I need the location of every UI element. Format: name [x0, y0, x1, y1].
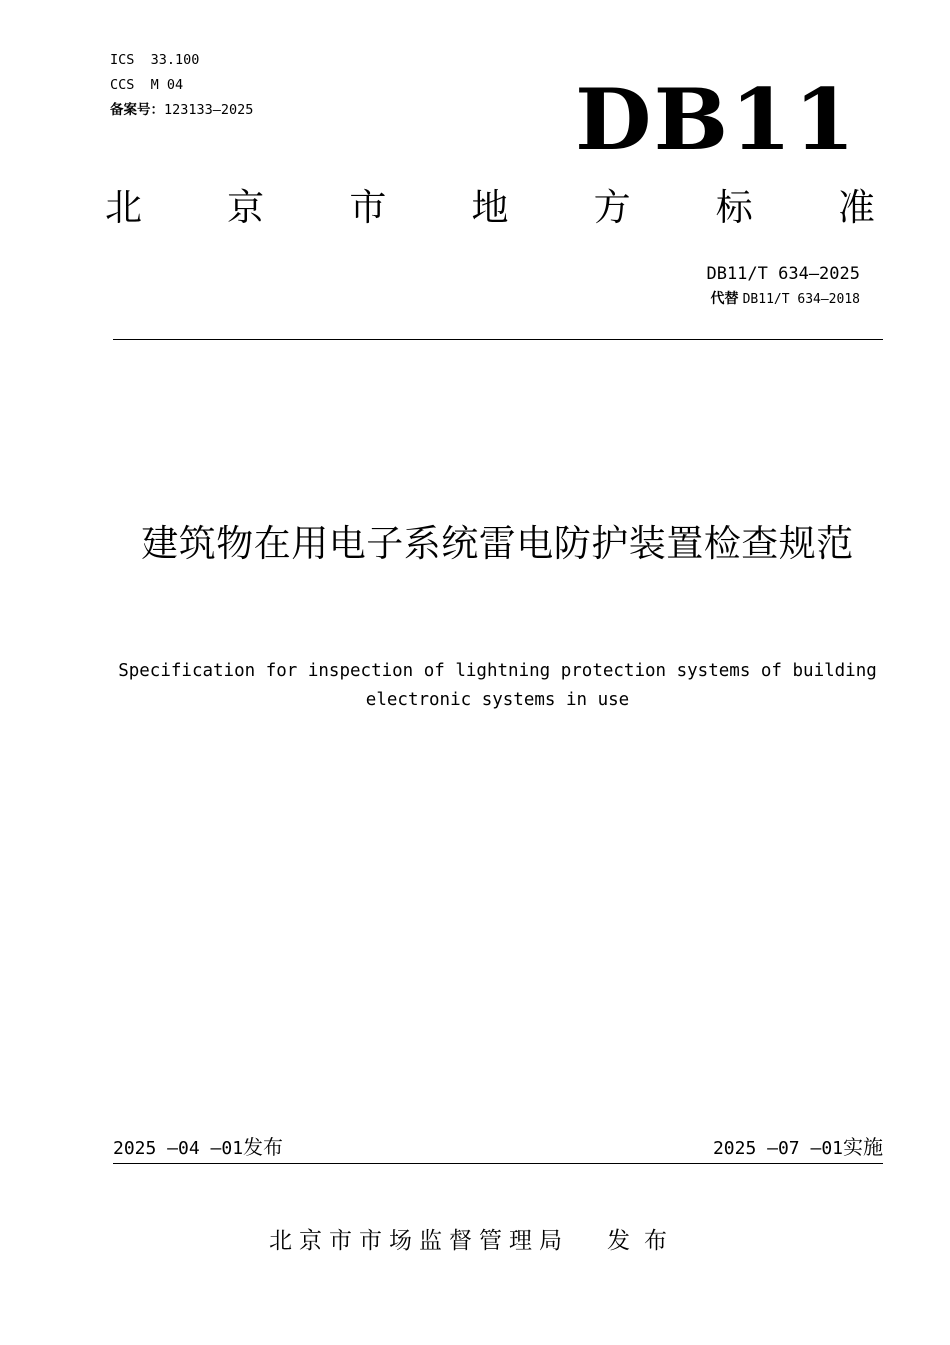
filing-number: 123133—2025: [164, 102, 254, 118]
standard-number: DB11/T 634—2025: [706, 264, 860, 284]
replaces-label: 代替: [710, 291, 739, 307]
issuer-action: 发布: [607, 1228, 681, 1254]
effective-date: 2025 —07 —01: [712, 1138, 843, 1159]
standard-type-char: 市: [349, 186, 387, 229]
standard-type-char: 方: [593, 186, 631, 229]
publish-date-line: [113, 1133, 283, 1163]
filing-number-line: [110, 98, 253, 123]
title-english: Specification for inspection of lightning protection systems of building electronic systems in use: [118, 661, 877, 710]
replaces-line: [706, 288, 860, 311]
issuer-line: [0, 1224, 950, 1258]
ccs-code: CCS M 04: [110, 77, 184, 93]
replaced-standard-number: DB11/T 634—2018: [742, 292, 860, 307]
standard-type-char: 京: [227, 186, 265, 229]
standard-type-char: 地: [471, 186, 509, 229]
standard-type-char: 准: [837, 186, 875, 229]
document-metadata: [110, 48, 253, 123]
db11-logo: DB11: [575, 70, 858, 169]
ics-code: ICS 33.100: [110, 52, 200, 68]
standard-codes: [706, 262, 860, 311]
standard-type-char: 标: [715, 186, 753, 229]
issuer-name: 北京市市场监督管理局: [269, 1228, 569, 1254]
header-divider: [113, 339, 883, 340]
standard-type-char: 北: [105, 186, 142, 229]
footer-divider: [113, 1163, 883, 1164]
standard-type-heading: [105, 184, 875, 232]
effective-label: 实施: [843, 1135, 883, 1159]
publish-date: 2025 —04 —01: [113, 1138, 244, 1159]
publish-label: 发布: [243, 1135, 284, 1159]
filing-label: 备案号：: [110, 102, 164, 118]
title-chinese: 建筑物在用电子系统雷电防护装置检查规范: [141, 522, 854, 565]
effective-date-line: [713, 1133, 883, 1163]
